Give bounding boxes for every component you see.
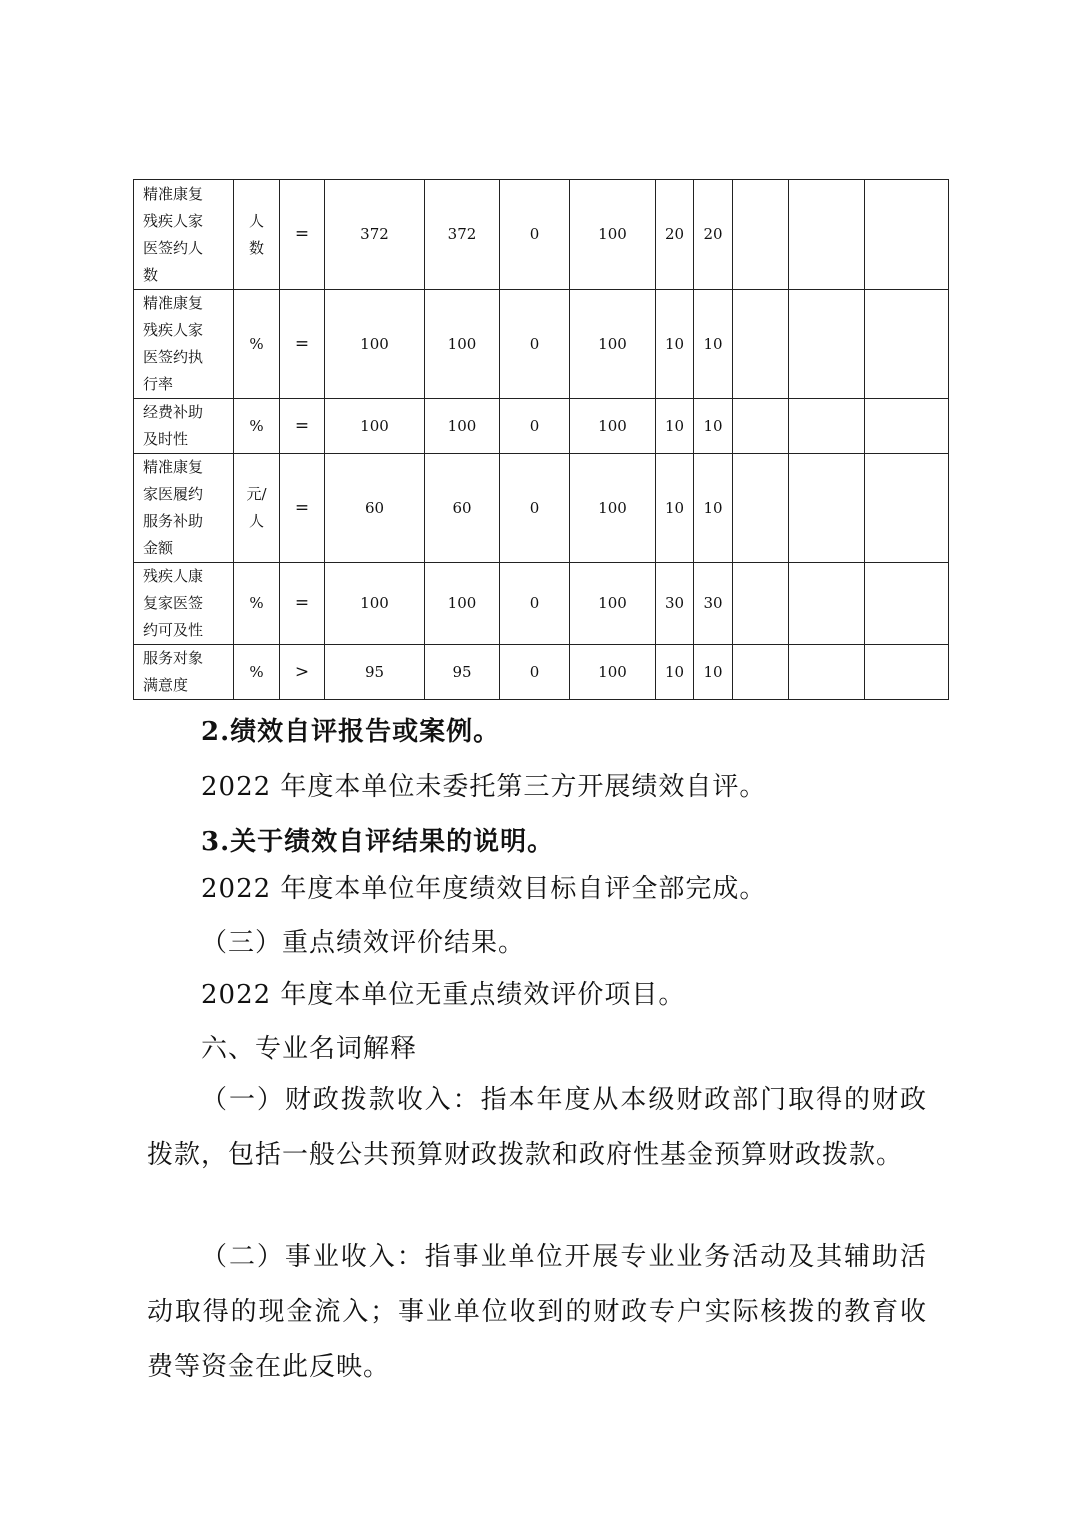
target-value: 95	[325, 645, 425, 700]
unit-line: 人	[248, 211, 264, 230]
empty-cell	[865, 399, 949, 454]
completion-rate: 100	[570, 290, 656, 399]
empty-cell	[789, 180, 865, 290]
weight-value: 30	[656, 563, 694, 645]
target-value: 100	[325, 399, 425, 454]
indicator-unit	[234, 454, 280, 563]
paragraph-self-evaluation-report: 2022 年度本单位未委托第三方开展绩效自评。	[201, 772, 767, 802]
term-definition: 指本年度从本级财政部门取得的财政拨款，包括一般公共预算财政拨款和政府性基金预算财政拨款。	[147, 1085, 927, 1170]
actual-value: 95	[425, 645, 500, 700]
weight-value: 10	[656, 399, 694, 454]
name-line: 医签约执	[143, 348, 204, 366]
performance-indicator-table	[133, 179, 949, 700]
table-row	[134, 454, 949, 563]
indicator-name	[134, 454, 234, 563]
name-line: 精准康复	[143, 184, 204, 203]
indicator-unit	[234, 563, 280, 645]
indicator-operator: =	[280, 454, 325, 563]
name-line: 残疾人家	[143, 211, 204, 230]
unit-line: 数	[248, 238, 264, 257]
indicator-unit	[234, 290, 280, 399]
name-line: 复家医签	[143, 594, 204, 612]
name-line: 经费补助	[143, 403, 204, 421]
name-line: 服务对象	[143, 649, 204, 667]
deviation-value: 0	[500, 180, 570, 290]
indicator-unit	[234, 399, 280, 454]
indicator-name	[134, 563, 234, 645]
table-row	[134, 290, 949, 399]
name-line: 残疾人家	[143, 321, 204, 339]
empty-cell	[865, 180, 949, 290]
empty-cell	[865, 290, 949, 399]
completion-rate: 100	[570, 180, 656, 290]
deviation-value: 0	[500, 563, 570, 645]
heading-self-evaluation-result: 3.关于绩效自评结果的说明。	[201, 827, 555, 857]
weight-value: 10	[656, 645, 694, 700]
name-line: 家医履约	[143, 485, 204, 503]
weight-value: 10	[656, 290, 694, 399]
score-value: 30	[694, 563, 733, 645]
target-value: 60	[325, 454, 425, 563]
indicator-operator: =	[280, 563, 325, 645]
name-line: 行率	[143, 375, 174, 393]
actual-value: 60	[425, 454, 500, 563]
actual-value: 100	[425, 290, 500, 399]
indicator-operator: >	[280, 645, 325, 700]
name-line: 约可及性	[143, 621, 204, 639]
table-body	[134, 180, 949, 700]
empty-cell	[733, 399, 789, 454]
target-value: 100	[325, 563, 425, 645]
empty-cell	[789, 645, 865, 700]
name-line: 满意度	[143, 676, 189, 694]
table-row	[134, 563, 949, 645]
table-row	[134, 180, 949, 290]
empty-cell	[733, 454, 789, 563]
paragraph-key-evaluation: 2022 年度本单位无重点绩效评价项目。	[201, 980, 686, 1010]
unit-line: %	[249, 594, 264, 612]
score-value: 10	[694, 290, 733, 399]
target-value: 372	[325, 180, 425, 290]
paragraph-self-evaluation-result: 2022 年度本单位年度绩效目标自评全部完成。	[201, 874, 767, 904]
score-value: 20	[694, 180, 733, 290]
score-value: 10	[694, 399, 733, 454]
empty-cell	[733, 563, 789, 645]
indicator-unit	[234, 645, 280, 700]
deviation-value: 0	[500, 645, 570, 700]
empty-cell	[733, 290, 789, 399]
deviation-value: 0	[500, 290, 570, 399]
heading-key-evaluation: （三）重点绩效评价结果。	[201, 928, 526, 958]
empty-cell	[789, 290, 865, 399]
empty-cell	[733, 645, 789, 700]
indicator-unit	[234, 180, 280, 290]
empty-cell	[865, 563, 949, 645]
name-line: 及时性	[143, 430, 189, 448]
empty-cell	[865, 645, 949, 700]
heading-terms: 六、专业名词解释	[201, 1034, 418, 1064]
unit-line: 人	[248, 512, 264, 530]
actual-value: 100	[425, 399, 500, 454]
empty-cell	[865, 454, 949, 563]
score-value: 10	[694, 454, 733, 563]
deviation-value: 0	[500, 399, 570, 454]
indicator-name	[134, 645, 234, 700]
empty-cell	[789, 399, 865, 454]
name-line: 残疾人康	[143, 567, 204, 585]
term-fiscal-appropriation	[147, 1073, 927, 1183]
empty-cell	[733, 180, 789, 290]
empty-cell	[789, 563, 865, 645]
actual-value: 372	[425, 180, 500, 290]
completion-rate: 100	[570, 399, 656, 454]
table-row	[134, 399, 949, 454]
heading-self-evaluation-report: 2.绩效自评报告或案例。	[201, 717, 501, 747]
term-business-income	[147, 1230, 927, 1395]
name-line: 数	[143, 265, 159, 284]
unit-line: %	[249, 416, 264, 435]
weight-value: 10	[656, 454, 694, 563]
name-line: 金额	[143, 539, 174, 557]
empty-cell	[789, 454, 865, 563]
completion-rate: 100	[570, 645, 656, 700]
completion-rate: 100	[570, 563, 656, 645]
table-row	[134, 645, 949, 700]
indicator-name	[134, 180, 234, 290]
term-definition: 指事业单位开展专业业务活动及其辅助活动取得的现金流入；事业单位收到的财政专户实际核拨的教育收费等资金在此反映。	[147, 1242, 927, 1382]
indicator-operator: =	[280, 290, 325, 399]
name-line: 服务补助	[143, 512, 204, 530]
unit-line: 元/	[246, 485, 267, 503]
unit-line: %	[249, 334, 264, 353]
term-label: （二）事业收入：	[201, 1242, 425, 1272]
name-line: 医签约人	[143, 238, 204, 257]
completion-rate: 100	[570, 454, 656, 563]
score-value: 10	[694, 645, 733, 700]
name-line: 精准康复	[143, 458, 204, 476]
indicator-name	[134, 290, 234, 399]
unit-line: %	[249, 662, 264, 681]
name-line: 精准康复	[143, 294, 204, 312]
indicator-operator: =	[280, 399, 325, 454]
indicator-name	[134, 399, 234, 454]
term-label: （一）财政拨款收入：	[201, 1085, 481, 1115]
indicator-operator: =	[280, 180, 325, 290]
target-value: 100	[325, 290, 425, 399]
actual-value: 100	[425, 563, 500, 645]
weight-value: 20	[656, 180, 694, 290]
deviation-value: 0	[500, 454, 570, 563]
